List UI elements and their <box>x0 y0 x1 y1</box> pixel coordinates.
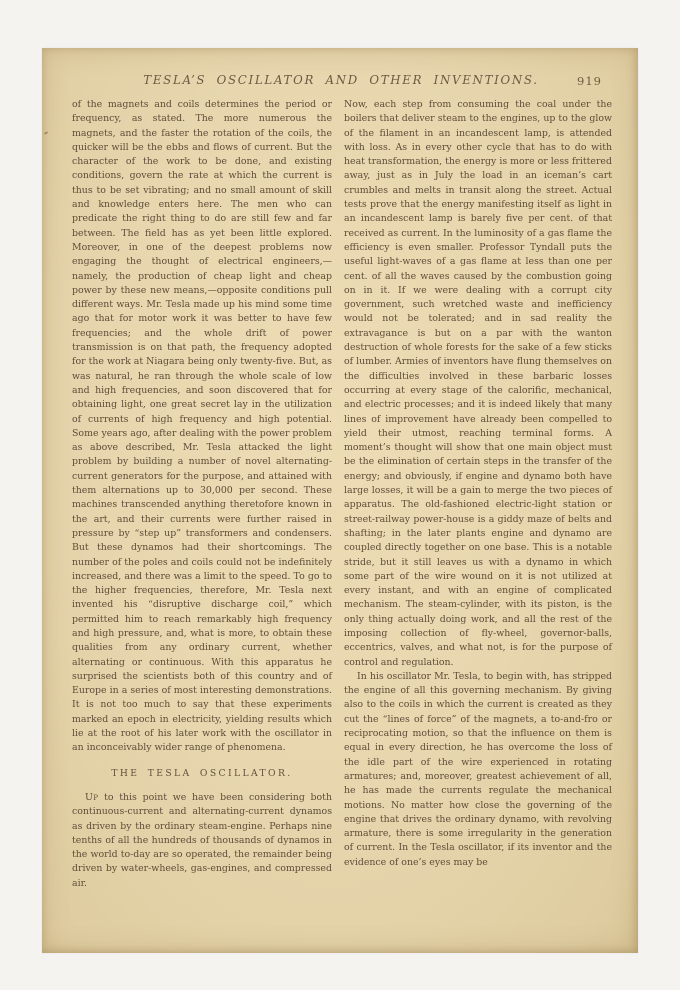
article-title: TESLA’S OSCILLATOR AND OTHER INVENTIONS. <box>143 73 539 87</box>
paragraph-text: to this point we have been considering both continuous-current and alternating-current dynamos as driven by the ordinary steam-engine. Perhaps nine tenths of all the hundreds of thousands of dynamos in the world to-day are so operated, the remainder being driven by water-wheels, gas-engines, and compressed air. <box>72 791 332 889</box>
body-paragraph <box>72 791 332 891</box>
running-header <box>72 73 610 90</box>
body-paragraph-continuation: of the magnets and coils determines the period or frequency, as stated. The more numerous the magnets, and the faster the rotation of the coils, the quicker will be the ebbs and flows of current. But the character of the work to be done, and existing conditions, govern the rate at which the current is thus to be set vibrating; and no small amount of skill and knowledge enters here. The men who can predicate the right thing to do are still few and far between. The field has as yet been little explored. Moreover, in one of the deepest problems now engaging the thought of electrical engineers,—namely, the production of cheap light and cheap power by these new means,—opposite conditions pull different ways. Mr. Tesla made up his mind some time ago that for motor work it was better to have few frequencies; and the whole drift of power transmission is on that path, the frequency adopted for the work at Niagara being only twenty-five. But, as was natural, he ran through the whole scale of low and high frequencies, and soon discovered that for obtaining light, one great secret lay in the utilization of currents of high frequency and high potential. Some years ago, after dealing with the power problem as above described, Mr. Tesla attacked the light problem by building a number of novel alternating-current generators for the purpose, and attained with them alternations up to 30,000 per second. These machines transcended anything theretofore known in the art, and their currents were further raised in pressure by “step up” transformers and condensers. But these dynamos had their shortcomings. The number of the poles and coils could not be indefinitely increased, and there was a limit to the speed. To go to the higher frequencies, therefore, Mr. Tesla next invented his “disruptive discharge coil,” which permitted him to reach remarkably high frequency and high pressure, and, what is more, to obtain these qualities from any ordinary current, whether alternating or continuous. With this apparatus he surprised the scientists both of this country and of Europe in a series of most interesting demonstrations. It is not too much to say that these experiments marked an epoch in electricity, yielding results which lie at the root of his later work with the oscillator in an inconceivably wider range of phenomena. <box>72 99 332 754</box>
section-heading: THE TESLA OSCILLATOR. <box>111 767 293 779</box>
page-number: 919 <box>577 74 602 88</box>
right-column <box>344 98 612 891</box>
body-paragraph: In his oscillator Mr. Tesla, to begin with, has stripped the engine of all this governing mechanism. By giving also to the coils in which the current is created as they cut the “lines of force” of the magnets, a to-and-fro or reciprocating motion, so that the influence on them is equal in every direction, he has overcome the loss of the idle part of the wire experienced in rotating armatures; and, moreover, greatest achievement of all, he has made the currents regulate the mechanical motions. No matter how close the governing of the engine that drives the ordinary dynamo, with revolving armature, there is some irregularity in the generation of current. In the Tesla oscillator, if its inventor and the evidence of one’s eyes may be <box>344 670 612 868</box>
scanned-page <box>42 48 638 953</box>
text-columns <box>42 98 638 891</box>
paragraph-lead-word: Up <box>85 791 99 803</box>
body-paragraph-continuation: Now, each step from consuming the coal under the boilers that deliver steam to the engines, up to the glow of the filament in an incandescent lamp, is attended with loss. As in every other cycle that has to do with heat transformation, the energy is more or less frittered away, just as in July the load in an iceman’s cart crumbles and melts in transit along the street. Actual tests prove that the energy manifesting itself as light in an incandescent lamp is barely five per cent. of that received as current. In the luminosity of a gas flame the efficiency is even smaller. Professor Tyndall puts the useful light-waves of a gas flame at less than one per cent. of all the waves caused by the combustion going on in it. If we were dealing with a corrupt city government, such wretched waste and inefficiency would not be tolerated; and in sad reality the extravagance is but on a par with the wanton destruction of whole forests for the sake of a few sticks of lumber. Armies of inventors have flung themselves on the difficulties involved in these barbaric losses occurring at every stage of the calorific, mechanical, and electric processes; and it is indeed likely that many lines of improvement have already been compelled to yield their utmost, reaching terminal forms. A moment’s thought will show that one main object must be the elimination of certain steps in the transfer of the energy; and obviously, if engine and dynamo both have large losses, it will be a gain to merge the two pieces of apparatus. The old-fashioned electric-light station or street-railway power-house is a giddy maze of belts and shafting; in the later plants engine and dynamo are coupled directly together on one base. This is a notable stride, but it still leaves us with a dynamo in which some part of the wire wound on it is not utilized at every instant, and with an engine of complicated mechanism. The steam-cylinder, with its piston, is the only thing actually doing work, and all the rest of the imposing collection of fly-wheel, governor-balls, eccentrics, valves, and what not, is for the purpose of control and regulation. <box>344 99 612 668</box>
left-column <box>72 98 332 891</box>
